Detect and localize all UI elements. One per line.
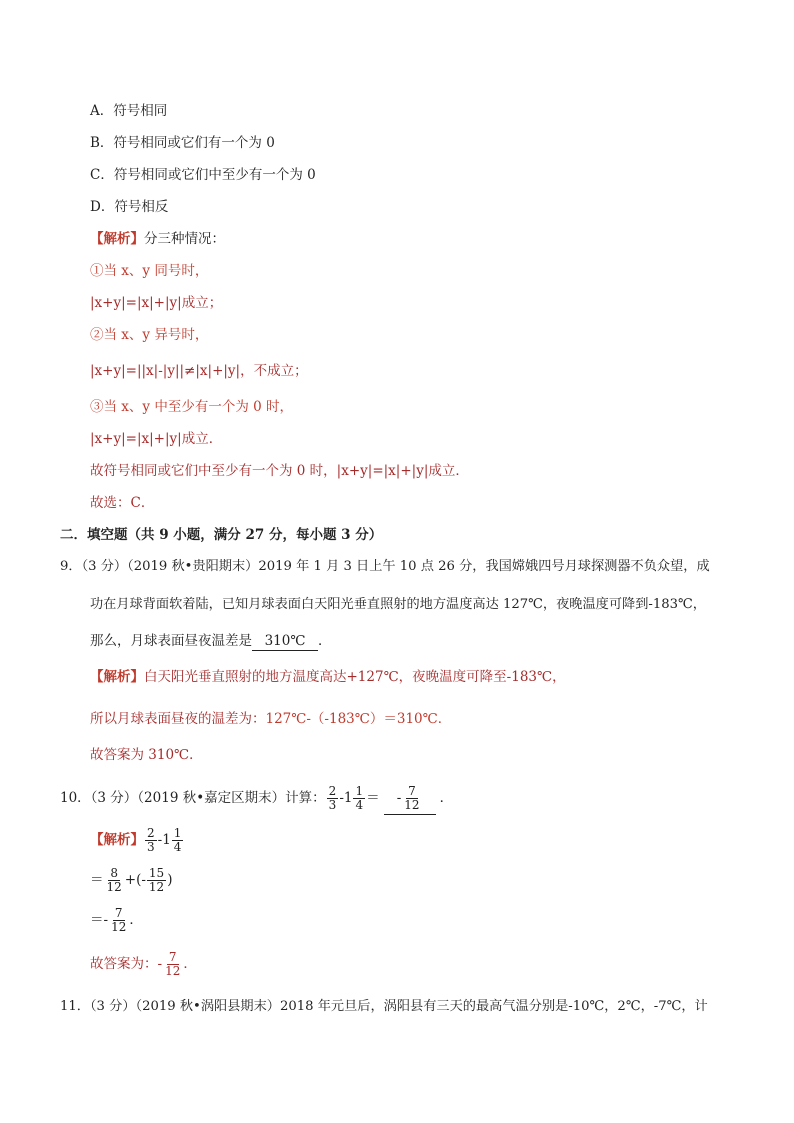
q8-answer: 故选：C． [90,495,155,511]
q10-step1-mid: +(- [124,872,146,888]
q10-step1-f2-num: 15 [148,866,165,880]
q8-conclusion: 故符号相同或它们中至少有一个为 0 时，|x+y|=|x|+|y|成立． [90,463,469,479]
q10-f1-den: 3 [328,798,337,812]
q8-case3-eq: |x+y|=|x|+|y|成立． [90,431,223,447]
q10-step2-den: 12 [111,920,127,934]
q10-step2-prefix: ＝- [90,912,109,928]
q10-analysis-f2-den: 4 [173,840,182,854]
q10-f1-num: 2 [328,784,337,798]
q10-prefix: 10．（3 分）（2019 秋•嘉定区期末）计算： [60,790,326,806]
q10-ans-sign: - [396,790,402,806]
q9-line1: 9．（3 分）（2019 秋•贵阳期末）2019 年 1 月 3 日上午 10 点 26 分，我国嫦娥四号月球探测器不负众望，成 [60,559,710,574]
q8-case2-eq: |x+y|=||x|-|y||≠|x|+|y|，不成立； [90,363,308,379]
q10-analysis-f1 [145,827,157,854]
analysis-intro-text: 分三种情况： [144,231,225,247]
q10-answer [90,948,197,980]
q10-step1-f1-num: 8 [110,866,118,880]
q10-answer-suffix: ． [183,956,197,972]
q10-step1-f2-den: 12 [148,880,165,894]
q10-ans-fraction [402,785,421,812]
q10-fraction-2 [353,785,365,812]
q9-analysis2-prefix: 所以月球表面昼夜的温差为： [90,711,266,727]
q9-answer: 故答案为 310℃． [90,747,203,763]
q10-question [60,782,453,815]
q10-step1-f2 [147,867,166,894]
q10-step2-suffix: ． [129,912,143,928]
q10-step1-prefix: ＝ [90,872,104,888]
q8-analysis-intro [90,230,225,248]
q9-analysis2-expr: 127℃-（-183℃）＝310℃． [265,711,452,727]
q10-step1 [90,864,172,896]
analysis-tag: 【解析】 [90,832,144,848]
q9-line3-suffix: ． [318,633,332,649]
q10-answer-fraction [163,951,182,978]
q10-analysis-mid: -1 [157,832,171,848]
q10-answer-num: 7 [168,950,177,964]
option-b: B．符号相同或它们有一个为 0 [90,135,275,151]
q10-answer-den: 12 [165,964,181,978]
q10-f2-den: 4 [355,798,364,812]
q10-step2 [90,904,143,936]
q9-analysis1 [90,668,566,686]
q10-analysis [90,824,184,856]
q10-ans-den: 12 [404,798,420,812]
q10-mid: -1 [339,790,353,806]
q10-analysis-f1-num: 2 [147,826,155,840]
q10-ans-num: 7 [408,784,416,798]
q9-analysis1-text: 白天阳光垂直照射的地方温度高达+127℃，夜晚温度可降至-183℃， [144,669,566,685]
q10-eq: ＝ [366,790,380,806]
q10-suffix: ． [439,790,454,806]
q9-line2: 功在月球背面软着陆，已知月球表面白天阳光垂直照射的地方温度高达 127℃，夜晚温度可降到-183℃， [90,597,706,612]
q10-step1-f1-den: 12 [106,880,122,894]
q11-line1: 11．（3 分）（2019 秋•涡阳县期末）2018 年元旦后，涡阳县有三天的最高气温分别是-10℃，2℃，-7℃，计 [60,999,708,1014]
q10-blank-answer [384,782,436,815]
analysis-tag: 【解析】 [90,669,144,685]
q10-analysis-f2-num: 1 [173,826,182,840]
q9-analysis2 [90,710,451,728]
q8-case1-eq: |x+y|=|x|+|y|成立； [90,295,223,311]
q10-step2-num: 7 [114,906,123,920]
q8-case1: ①当 x、y 同号时， [90,263,209,279]
q9-line3 [90,632,332,651]
q10-analysis-f2 [172,827,184,854]
q10-fraction-1 [327,785,339,812]
section-title: 二．填空题（共 9 小题，满分 27 分，每小题 3 分） [60,527,383,543]
q8-case2: ②当 x、y 异号时， [90,327,209,343]
q9-blank-answer: 310℃ [252,632,318,651]
q8-case3: ③当 x、y 中至少有一个为 0 时， [90,399,293,415]
q9-line3-prefix: 那么，月球表面昼夜温差是 [90,633,252,649]
option-d: D．符号相反 [90,199,169,215]
q10-f2-num: 1 [355,784,364,798]
q10-step1-f1 [105,867,124,894]
option-a: A．符号相同 [90,103,168,119]
q10-analysis-f1-den: 3 [147,840,155,854]
q10-step1-close: ) [167,872,173,888]
option-c: C．符号相同或它们中至少有一个为 0 [90,167,316,183]
q10-step2-fraction [109,907,128,934]
q10-answer-prefix: 故答案为：- [90,956,163,972]
analysis-tag: 【解析】 [90,231,144,247]
